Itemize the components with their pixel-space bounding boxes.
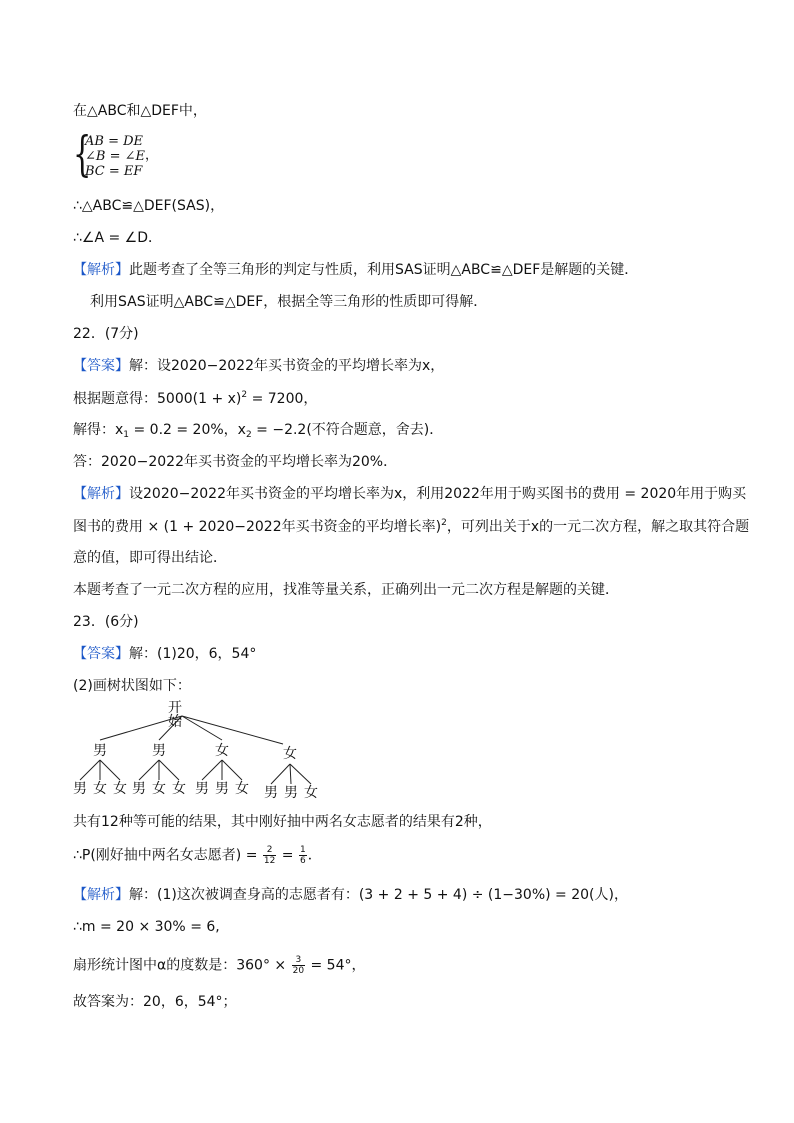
analysis-line (73, 263, 638, 277)
answer-line (73, 359, 444, 373)
tree-leaf: 女 (304, 785, 318, 801)
tree-leaf: 女 (152, 781, 166, 797)
answer-line (73, 647, 256, 661)
fraction (263, 845, 276, 866)
tree-node: 女 (215, 743, 229, 759)
tree-root: 开始 (168, 700, 182, 730)
analysis-tag: 【解析】 (73, 486, 129, 502)
answer-text: 解：(1)20，6，54° (129, 646, 257, 662)
analysis-text: 设2020−2022年买书资金的平均增长率为x，利用2022年用于购买图书的费用 = 2020年用于购买 (129, 486, 747, 502)
equation-system (73, 126, 193, 182)
exponent: 2 (441, 518, 447, 528)
denominator: 20 (292, 966, 305, 976)
tree-leaf: 女 (172, 781, 186, 797)
numerator: 1 (300, 845, 306, 855)
text-segment: 根据题意得：5000(1 + x) (73, 391, 242, 407)
text-segment: ． (307, 847, 322, 864)
text-line: 本题考查了一元二次方程的应用，找准等量关系，正确列出一元二次方程是解题的关键． (73, 582, 619, 598)
text-line: ∴m = 20 × 30% = 6, (73, 919, 220, 935)
equation-row: AB = DE (85, 134, 144, 149)
text-line: (2)画树状图如下： (73, 678, 191, 694)
answer-tag: 【答案】 (73, 646, 129, 662)
subscript: 2 (245, 430, 252, 440)
text-segment: = 7200， (247, 391, 318, 407)
answer-tag: 【答案】 (73, 358, 129, 374)
text-segment: ，可列出关于x的一元二次方程，解之取其符合题 (446, 519, 750, 535)
denominator: 6 (300, 856, 306, 866)
text-line (73, 955, 366, 976)
tree-leaf: 男 (195, 781, 209, 797)
text-segment: 解得：x (73, 422, 124, 438)
analysis-tag: 【解析】 (73, 262, 129, 278)
analysis-text: 此题考查了全等三角形的判定与性质，利用SAS证明△ABC≌△DEF是解题的关键． (129, 262, 639, 278)
fraction (292, 955, 305, 976)
text-line: 在△ABC和△DEF中， (73, 103, 207, 119)
text-line: 利用SAS证明△ABC≌△DEF，根据全等三角形的性质即可得解． (90, 294, 488, 310)
tree-leaf: 女 (113, 781, 127, 797)
tree-leaf: 男 (73, 781, 87, 797)
text-line (73, 391, 317, 406)
text-line: ∴△ABC≌△DEF(SAS)， (73, 198, 225, 214)
analysis-text: 解：(1)这次被调查身高的志愿者有：(3 + 2 + 5 + 4) ÷ (1−30%) = 20(人)， (129, 887, 628, 903)
tree-leaf: 女 (93, 781, 107, 797)
text-line: ∴∠A = ∠D． (73, 230, 162, 246)
numerator: 3 (292, 955, 305, 966)
text-line (73, 519, 749, 534)
text-line (73, 423, 443, 440)
equation-row: ∠B = ∠E (85, 149, 145, 164)
brace: { (73, 126, 92, 182)
analysis-line (73, 487, 746, 501)
tree-leaf: 女 (235, 781, 249, 797)
subscript: 1 (123, 430, 130, 440)
text-segment: ∴P(刚好抽中两名女志愿者) = (73, 847, 262, 864)
answer-text: 解：设2020−2022年买书资金的平均增长率为x， (129, 358, 445, 374)
equation-row: BC = EF (85, 164, 143, 179)
text-line: 答：2020−2022年买书资金的平均增长率为20%． (73, 454, 398, 470)
analysis-line (73, 888, 628, 902)
tree-leaf: 男 (132, 781, 146, 797)
analysis-tag: 【解析】 (73, 887, 129, 903)
text-segment: 扇形统计图中α的度数是：360° × (73, 957, 291, 974)
numerator: 2 (263, 845, 276, 856)
tree-leaf: 男 (215, 781, 229, 797)
text-segment: = 0.2 = 20%，x (129, 422, 246, 438)
text-segment: 图书的费用 × (1 + 2020−2022年买书资金的平均增长率) (73, 519, 442, 535)
text-line: 意的值，即可得出结论． (73, 550, 227, 566)
question-number: 23．(6分) (73, 614, 139, 630)
tree-node: 男 (93, 743, 107, 759)
question-number: 22．(7分) (73, 326, 139, 342)
tree-node: 男 (152, 743, 166, 759)
equation-comma: ， (145, 148, 159, 163)
tree-node: 女 (283, 746, 297, 762)
text-segment: = 54°， (306, 957, 366, 974)
exponent: 2 (241, 390, 248, 400)
denominator: 12 (263, 856, 276, 866)
tree-leaf: 男 (264, 785, 278, 801)
text-line (73, 845, 322, 866)
fraction (299, 845, 307, 866)
text-line: 共有12种等可能的结果，其中刚好抽中两名女志愿者的结果有2种， (73, 814, 492, 830)
text-segment: = (277, 847, 298, 864)
tree-leaf: 男 (284, 785, 298, 801)
text-line: 故答案为：20，6，54°； (73, 994, 237, 1010)
text-segment: = −2.2(不符合题意，舍去)． (251, 422, 444, 438)
